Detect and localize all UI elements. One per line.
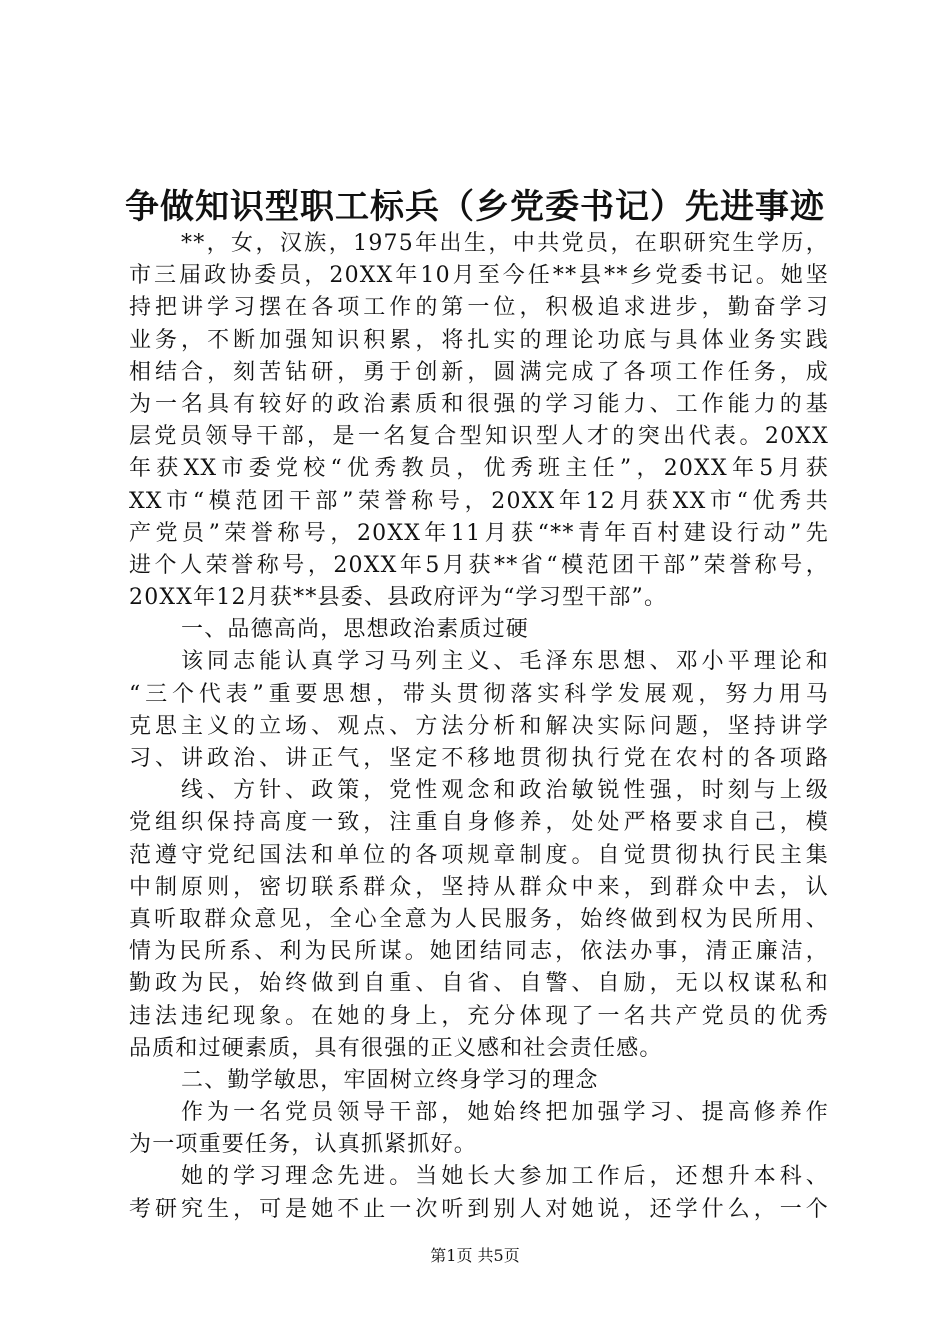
section-heading: 二、勤学敏思，牢固树立终身学习的理念	[181, 1067, 599, 1093]
text-line: 违法违纪现象。在她的身上，充分体现了一名共产党员的优秀	[129, 1003, 829, 1029]
text-line: 她的学习理念先进。当她长大参加工作后，还想升本科、	[181, 1164, 829, 1190]
text-line: 市三届政协委员，20XX年10月至今任**县**乡党委书记。她坚	[129, 263, 829, 289]
text-line: 品质和过硬素质，具有很强的正义感和社会责任感。	[129, 1035, 663, 1061]
text-line: “三个代表”重要思想，带头贯彻落实科学发展观，努力用马	[129, 681, 829, 707]
text-line: 年获XX市委党校“优秀教员，优秀班主任”，20XX年5月获	[129, 456, 829, 482]
text-line: 克思主义的立场、观点、方法分析和解决实际问题，坚持讲学	[129, 713, 829, 739]
document-title: 争做知识型职工标兵（乡党委书记）先进事迹	[125, 187, 825, 227]
text-line: 情为民所系、利为民所谋。她团结同志，依法办事，清正廉洁，	[129, 939, 829, 965]
text-line: 相结合，刻苦钻研，勇于创新，圆满完成了各项工作任务，成	[129, 359, 829, 385]
text-line: **，女，汉族，1975年出生，中共党员，在职研究生学历，	[181, 231, 829, 256]
text-line: 中制原则，密切联系群众，坚持从群众中来，到群众中去，认	[129, 874, 829, 900]
page-number: 第1页 共5页	[430, 1246, 520, 1265]
text-line: 该同志能认真学习马列主义、毛泽东思想、邓小平理论和	[181, 649, 829, 675]
text-line: 持把讲学习摆在各项工作的第一位，积极追求进步，勤奋学习	[129, 295, 829, 321]
document-body	[129, 228, 829, 1226]
text-line: 为一名具有较好的政治素质和很强的学习能力、工作能力的基	[129, 391, 829, 417]
text-line: 产党员”荣誉称号，20XX年11月获“**青年百村建设行动”先	[129, 520, 829, 546]
text-line: 勤政为民，始终做到自重、自省、自警、自励，无以权谋私和	[129, 971, 829, 997]
section-heading: 一、品德高尚，思想政治素质过硬	[181, 617, 530, 643]
text-line: 线、方针、政策，党性观念和政治敏锐性强，时刻与上级	[181, 778, 829, 804]
text-line: 党组织保持高度一致，注重自身修养，处处严格要求自己，模	[129, 810, 829, 836]
text-line: 进个人荣誉称号，20XX年5月获**省“模范团干部”荣誉称号，	[129, 552, 829, 578]
text-line: 习、讲政治、讲正气，坚定不移地贯彻执行党在农村的各项路	[129, 746, 829, 771]
text-line: 为一项重要任务，认真抓紧抓好。	[129, 1132, 478, 1158]
text-line: 考研究生，可是她不止一次听到别人对她说，还学什么，一个	[129, 1196, 829, 1222]
text-line: XX市“模范团干部”荣誉称号，20XX年12月获XX市“优秀共	[129, 488, 829, 514]
text-line: 真听取群众意见，全心全意为人民服务，始终做到权为民所用、	[129, 906, 829, 932]
text-line: 20XX年12月获**县委、县政府评为“学习型干部”。	[129, 585, 668, 611]
text-line: 层党员领导干部，是一名复合型知识型人才的突出代表。20XX	[129, 424, 829, 450]
text-line: 作为一名党员领导干部，她始终把加强学习、提高修养作	[181, 1100, 829, 1126]
text-line: 业务，不断加强知识积累，将扎实的理论功底与具体业务实践	[129, 327, 829, 353]
text-line: 范遵守党纪国法和单位的各项规章制度。自觉贯彻执行民主集	[129, 842, 829, 868]
